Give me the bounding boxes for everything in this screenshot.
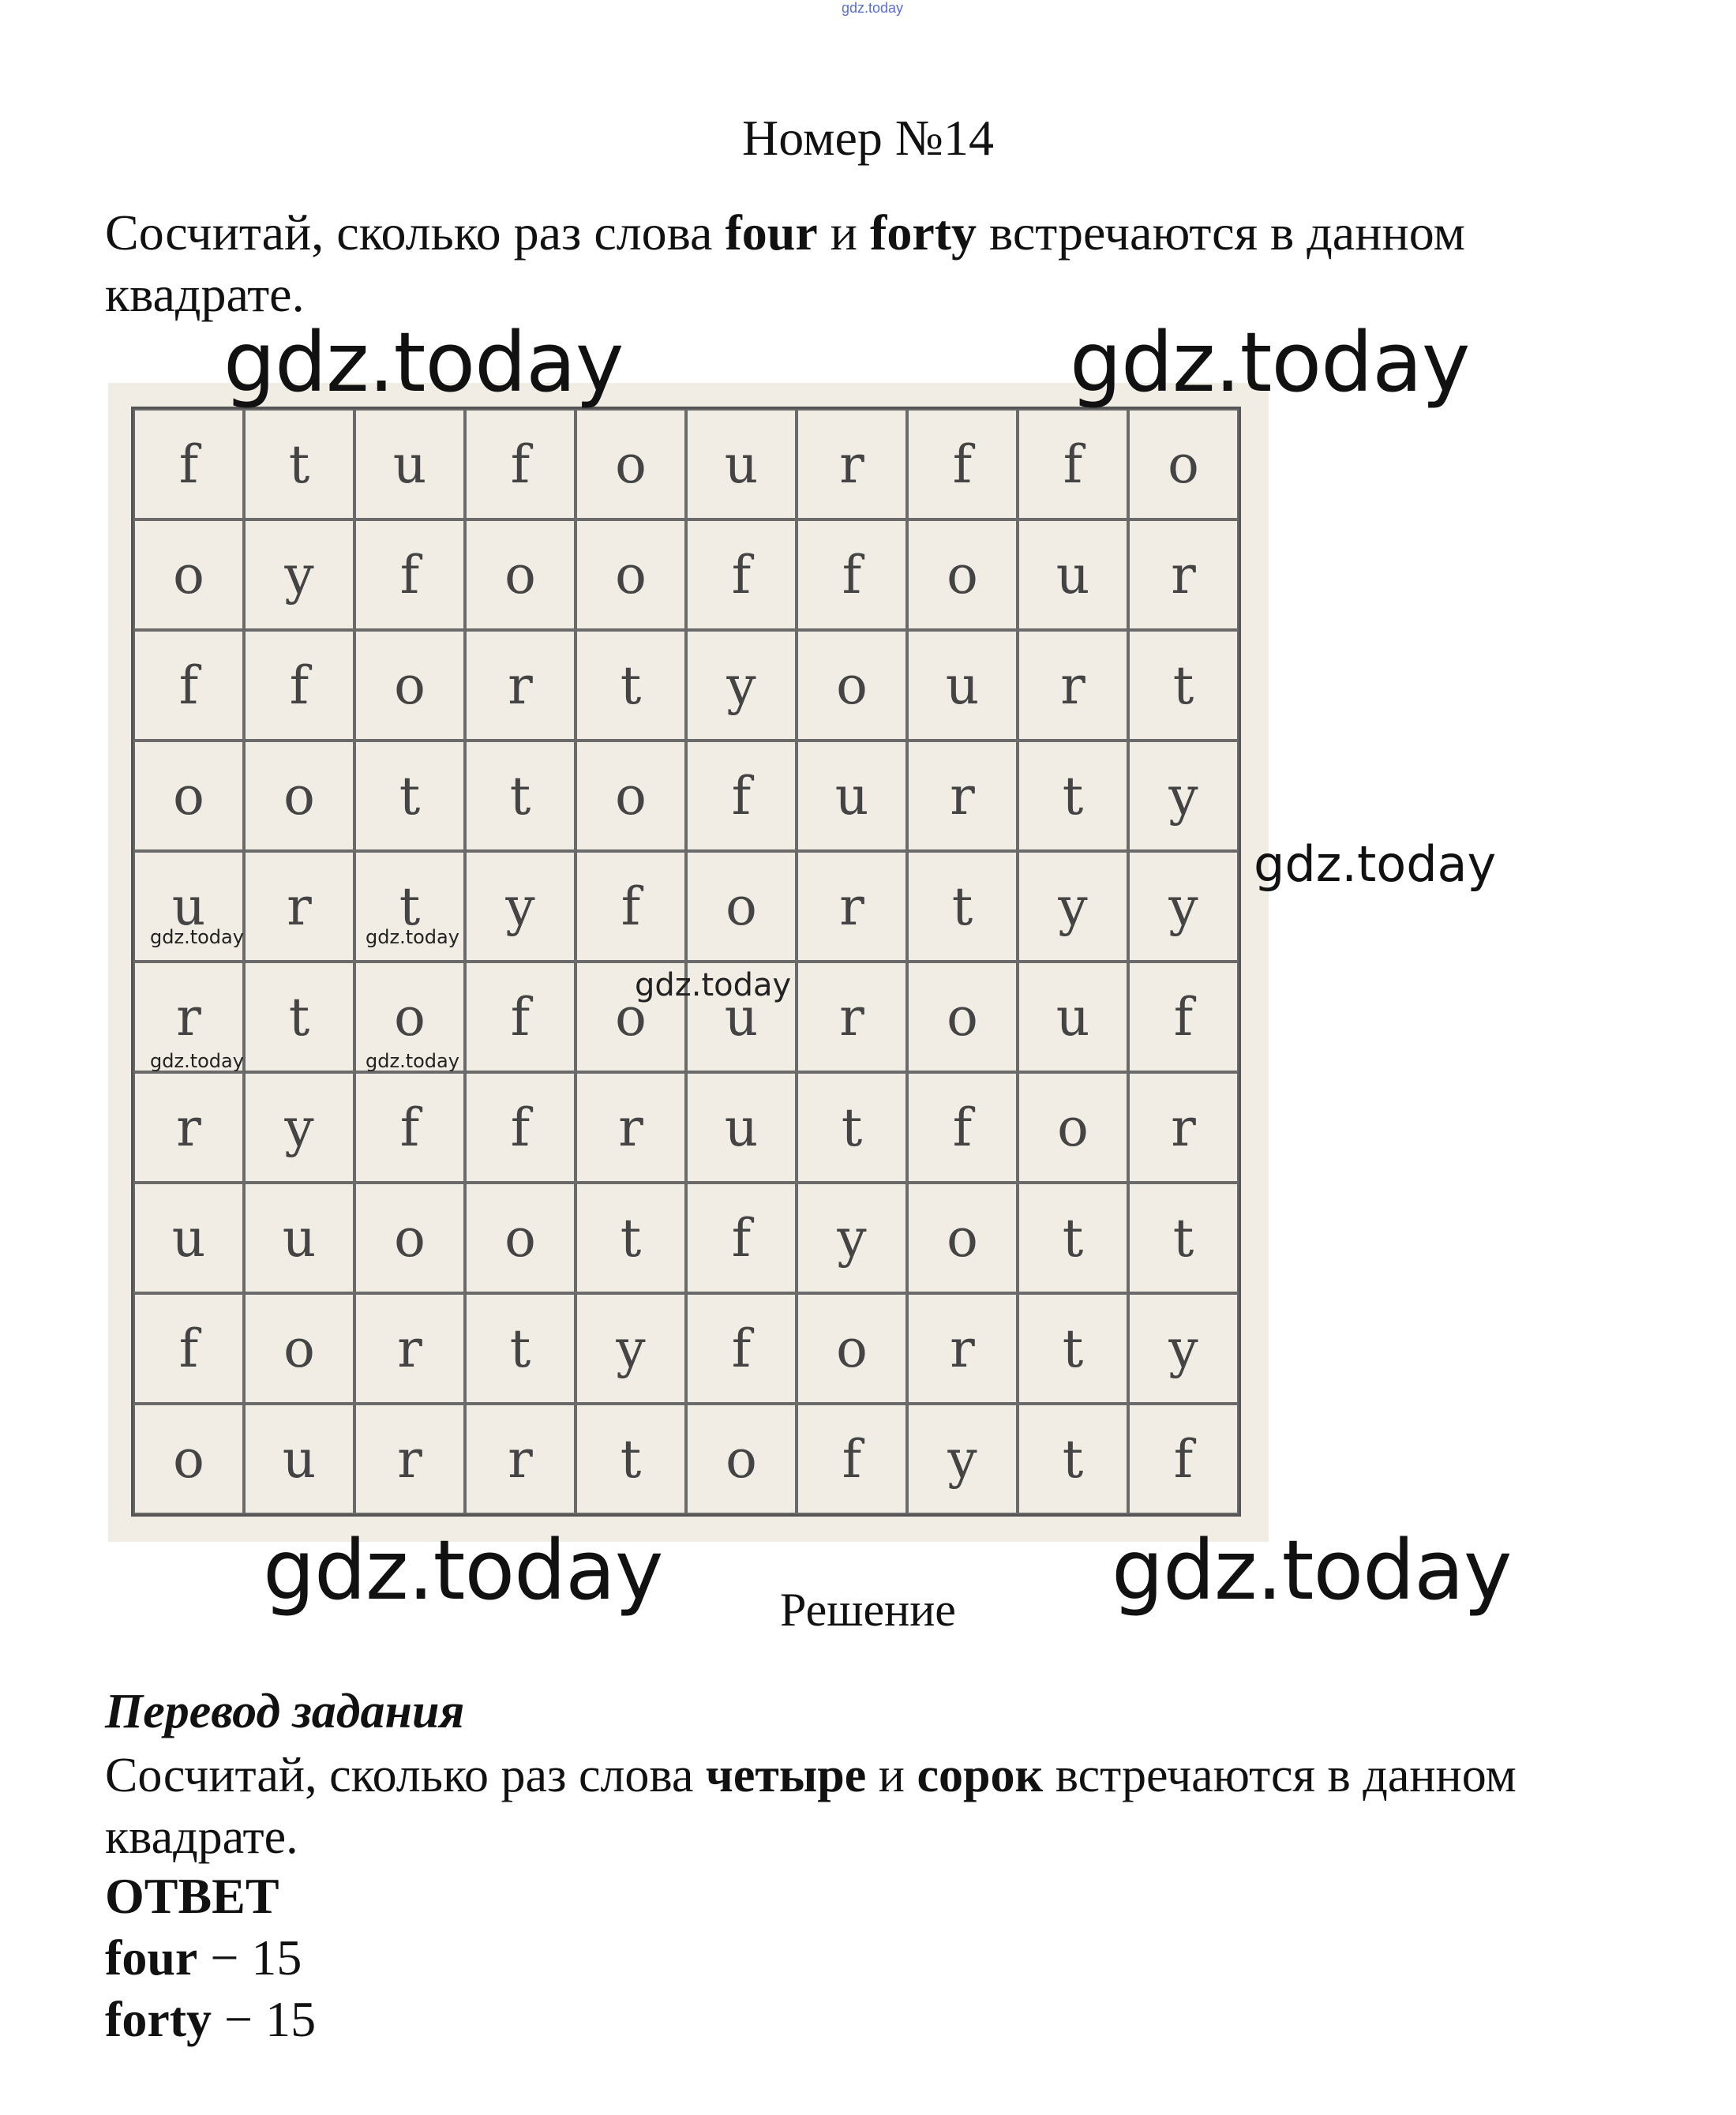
grid-cell: y	[907, 1404, 1018, 1514]
grid-cell: y	[465, 851, 576, 962]
grid-cell: f	[907, 1072, 1018, 1183]
translation-text-before: Сосчитай, сколько раз слова	[105, 1749, 706, 1802]
grid-cell: f	[797, 519, 907, 630]
answer-four-word: four	[105, 1929, 198, 1986]
watermark-small-3: gdz.today	[150, 1050, 244, 1072]
grid-cell: r	[797, 409, 907, 519]
task-text-mid: и	[817, 204, 870, 261]
letter-grid	[131, 407, 1241, 1517]
grid-cell: o	[133, 1404, 244, 1514]
grid-cell: u	[133, 851, 244, 962]
page-title: Номер №14	[742, 110, 994, 166]
grid-cell: o	[686, 851, 797, 962]
answer-forty-word: forty	[105, 1991, 212, 2047]
grid-cell: t	[907, 851, 1018, 962]
top-watermark: gdz.today	[842, 0, 904, 16]
solution-label: Решение	[780, 1584, 956, 1636]
grid-cell: o	[465, 1183, 576, 1293]
grid-cell: o	[354, 630, 465, 741]
grid-cell: r	[576, 1072, 686, 1183]
task-word-four: four	[725, 204, 818, 261]
task-text	[105, 202, 1605, 325]
grid-cell: y	[1128, 741, 1239, 851]
grid-cell: o	[907, 962, 1018, 1072]
grid-cell: t	[465, 741, 576, 851]
grid-cell: t	[1018, 1404, 1128, 1514]
task-word-forty: forty	[870, 204, 977, 261]
grid-cell: f	[465, 409, 576, 519]
task-text-before: Сосчитай, сколько раз слова	[105, 204, 726, 261]
grid-cell: t	[1128, 630, 1239, 741]
grid-cell: t	[465, 1293, 576, 1404]
grid-cell: f	[465, 1072, 576, 1183]
grid-cell: o	[797, 1293, 907, 1404]
grid-cell: t	[797, 1072, 907, 1183]
watermark-top-right: gdz.today	[1070, 314, 1470, 411]
grid-cell: t	[1018, 741, 1128, 851]
grid-cell: u	[244, 1183, 354, 1293]
translation-text-after: встречаются в данном квадрате.	[105, 1749, 1517, 1864]
grid-cell: r	[354, 1293, 465, 1404]
grid-cell: f	[686, 741, 797, 851]
grid-cell: o	[133, 519, 244, 630]
grid-cell: y	[244, 1072, 354, 1183]
grid-cell: r	[133, 962, 244, 1072]
grid-cell: o	[1018, 1072, 1128, 1183]
translation-word-forty: сорок	[917, 1749, 1044, 1802]
task-text-after: встречаются в данном квадрате.	[105, 204, 1465, 322]
grid-cell: u	[686, 962, 797, 1072]
grid-cell: o	[244, 741, 354, 851]
answer-forty	[105, 1990, 316, 2049]
grid-cell: y	[797, 1183, 907, 1293]
grid-cell: t	[576, 1183, 686, 1293]
grid-cell: r	[465, 630, 576, 741]
grid-cell: o	[244, 1293, 354, 1404]
grid-cell: o	[907, 519, 1018, 630]
grid-cell: t	[244, 962, 354, 1072]
grid-cell: r	[1018, 630, 1128, 741]
grid-cell: t	[1018, 1293, 1128, 1404]
grid-cell: o	[576, 409, 686, 519]
watermark-small-2: gdz.today	[366, 926, 459, 948]
grid-cell: o	[686, 1404, 797, 1514]
grid-cell: r	[354, 1404, 465, 1514]
grid-cell: f	[354, 519, 465, 630]
grid-cell: r	[1128, 519, 1239, 630]
grid-cell: o	[133, 741, 244, 851]
grid-cell: u	[686, 1072, 797, 1183]
grid-cell: r	[907, 1293, 1018, 1404]
grid-cell: o	[354, 962, 465, 1072]
grid-cell: o	[1128, 409, 1239, 519]
grid-cell: f	[686, 1293, 797, 1404]
grid-cell: r	[133, 1072, 244, 1183]
grid-cell: y	[244, 519, 354, 630]
grid-cell: o	[354, 1183, 465, 1293]
grid-cell: o	[576, 741, 686, 851]
grid-cell: y	[1018, 851, 1128, 962]
grid-cell: u	[686, 409, 797, 519]
grid-cell: f	[1018, 409, 1128, 519]
translation-heading: Перевод задания	[105, 1685, 465, 1738]
grid-cell: f	[133, 409, 244, 519]
translation-text-mid: и	[866, 1749, 917, 1802]
grid-cell: y	[686, 630, 797, 741]
grid-cell: f	[1128, 1404, 1239, 1514]
grid-cell: u	[907, 630, 1018, 741]
grid-cell: r	[907, 741, 1018, 851]
grid-cell: o	[465, 519, 576, 630]
grid-cell: y	[576, 1293, 686, 1404]
grid-cell: o	[907, 1183, 1018, 1293]
watermark-small-1: gdz.today	[150, 926, 244, 948]
answer-heading: ОТВЕТ	[105, 1868, 279, 1924]
grid-cell: f	[244, 630, 354, 741]
grid-cell: f	[686, 1183, 797, 1293]
grid-cell: t	[1128, 1183, 1239, 1293]
grid-cell: t	[576, 1404, 686, 1514]
grid-cell: u	[244, 1404, 354, 1514]
grid-cell: f	[576, 851, 686, 962]
grid-cell: t	[1018, 1183, 1128, 1293]
answer-four-value: − 15	[197, 1929, 302, 1986]
watermark-right: gdz.today	[1254, 835, 1497, 893]
answer-forty-value: − 15	[212, 1991, 317, 2047]
grid-cell: o	[576, 519, 686, 630]
grid-cell: o	[797, 630, 907, 741]
grid-cell: u	[133, 1183, 244, 1293]
grid-cell: u	[797, 741, 907, 851]
grid-cell: f	[133, 1293, 244, 1404]
grid-cell: f	[465, 962, 576, 1072]
watermark-center: gdz.today	[635, 967, 792, 1003]
grid-cell: f	[686, 519, 797, 630]
grid-cell: u	[1018, 519, 1128, 630]
grid-cell: t	[576, 630, 686, 741]
grid-cell: r	[465, 1404, 576, 1514]
watermark-bottom-left: gdz.today	[263, 1522, 663, 1618]
grid-cell: f	[797, 1404, 907, 1514]
answer-four	[105, 1929, 302, 1987]
translation-text	[105, 1745, 1644, 1868]
watermark-top-left: gdz.today	[223, 314, 624, 411]
translation-word-four: четыре	[705, 1749, 867, 1802]
grid-cell: t	[244, 409, 354, 519]
watermark-small-4: gdz.today	[366, 1050, 459, 1072]
grid-cell: o	[576, 962, 686, 1072]
grid-cell: r	[797, 851, 907, 962]
grid-cell: t	[354, 741, 465, 851]
grid-cell: r	[244, 851, 354, 962]
grid-cell: r	[1128, 1072, 1239, 1183]
watermark-bottom-right: gdz.today	[1112, 1522, 1512, 1618]
grid-cell: u	[1018, 962, 1128, 1072]
grid-cell: f	[907, 409, 1018, 519]
grid-cell: r	[797, 962, 907, 1072]
grid-cell: y	[1128, 851, 1239, 962]
grid-cell: y	[1128, 1293, 1239, 1404]
grid-cell: f	[133, 630, 244, 741]
grid-cell: f	[354, 1072, 465, 1183]
grid-cell: f	[1128, 962, 1239, 1072]
grid-cell: u	[354, 409, 465, 519]
grid-cell: t	[354, 851, 465, 962]
